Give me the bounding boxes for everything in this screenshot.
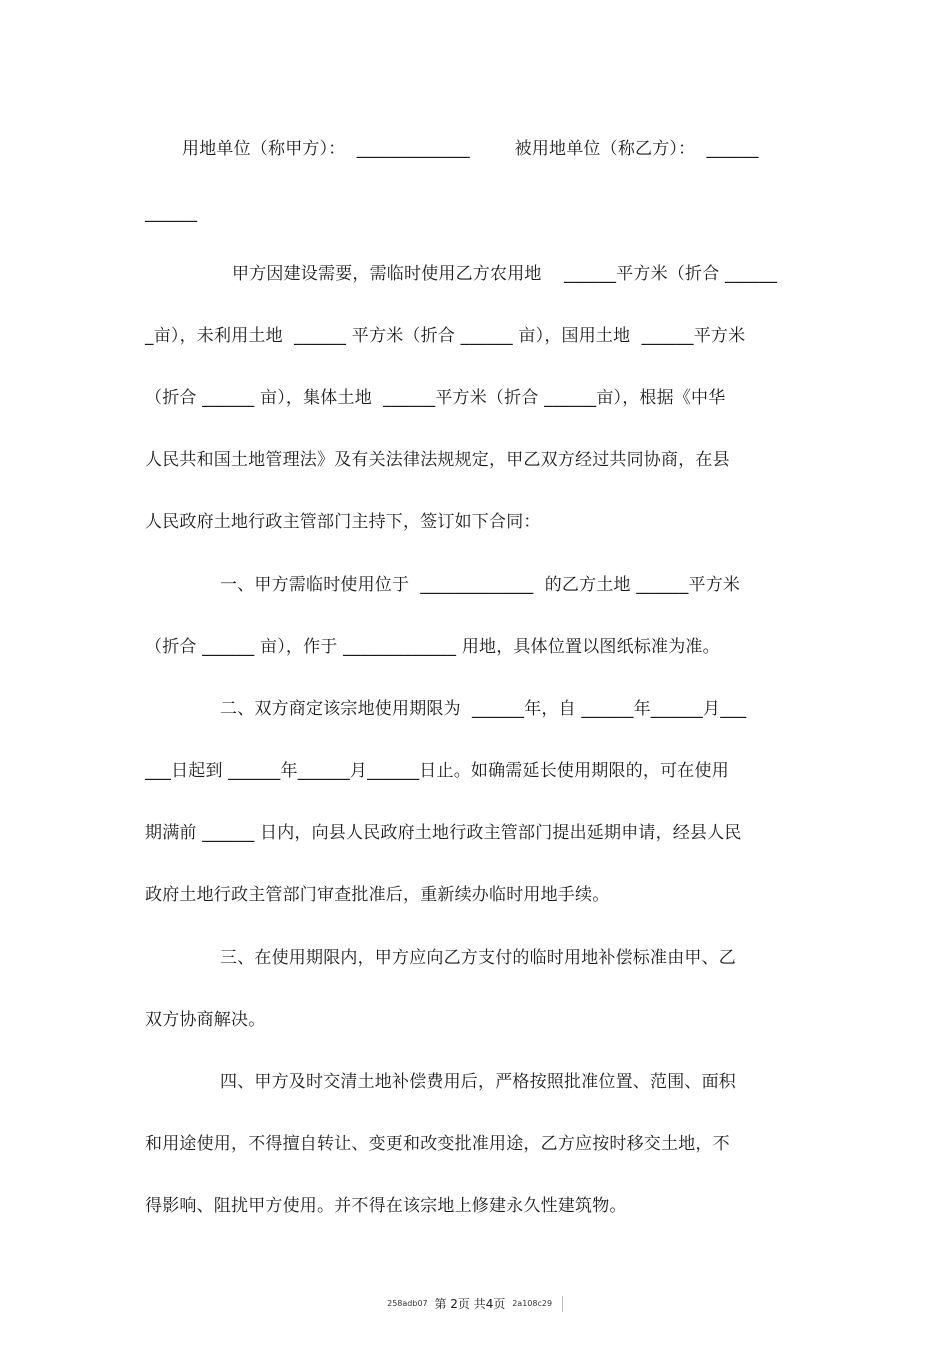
clause-4-line: 四、甲方及时交清土地补偿费用后，严格按照批准位置、范围、面积: [220, 1072, 736, 1092]
clause-3-line: 双方协商解决。: [145, 1010, 266, 1030]
clause-2-line: 二、双方商定该宗地使用期限为 ______年，自 ______年______月___: [220, 699, 747, 719]
clause-3-line: 三、在使用期限内，甲方应向乙方支付的临时用地补偿标准由甲、乙: [220, 948, 736, 968]
clause-2-line: ___日起到 ______年______月______日止。如确需延长使用期限的，可在使用: [145, 761, 729, 781]
footer-divider: [562, 1296, 563, 1312]
clause-1-line: （折合 ______ 亩），作于 _____________ 用地，具体位置以图纸标准为准。: [145, 637, 720, 657]
clause-2-line: 期满前 ______ 日内，向县人民政府土地行政主管部门提出延期申请，经县人民: [145, 823, 742, 843]
footer-right-code: 2a108c29: [512, 1299, 553, 1308]
intro-paragraph-line: 人民政府土地行政主管部门主持下，签订如下合同：: [145, 512, 541, 532]
intro-paragraph-line: 甲方因建设需要，需临时使用乙方农用地 ______平方米（折合 ______: [232, 264, 778, 284]
clause-4-line: 得影响、阻扰甲方使用。并不得在该宗地上修建永久性建筑物。: [145, 1196, 627, 1216]
clause-4-line: 和用途使用，不得擅自转让、变更和改变批准用途，乙方应按时移交土地，不: [145, 1134, 730, 1154]
intro-paragraph-line: 人民共和国土地管理法》及有关法律法规规定，甲乙双方经过共同协商，在县: [145, 450, 730, 470]
intro-paragraph-line: （折合 ______ 亩），集体土地 ______平方米（折合 ______亩），根据《中华: [145, 388, 726, 408]
party-line: 用地单位（称甲方）： _____________ 被用地单位（称乙方）： ______: [182, 139, 759, 159]
intro-paragraph-line: _亩），未利用土地 ______ 平方米（折合 ______ 亩），国用土地 ______平方米: [145, 326, 746, 346]
page-footer: [0, 1295, 950, 1315]
party-line-continued: ______: [145, 203, 198, 223]
page-number: 第 2页 共4页: [434, 1297, 506, 1311]
clause-1-line: 一、甲方需临时使用位于 _____________ 的乙方土地 ______平方米: [220, 575, 741, 595]
footer-left-code: 258adb07: [387, 1299, 428, 1308]
clause-2-line: 政府土地行政主管部门审查批准后，重新续办临时用地手续。: [145, 885, 610, 905]
